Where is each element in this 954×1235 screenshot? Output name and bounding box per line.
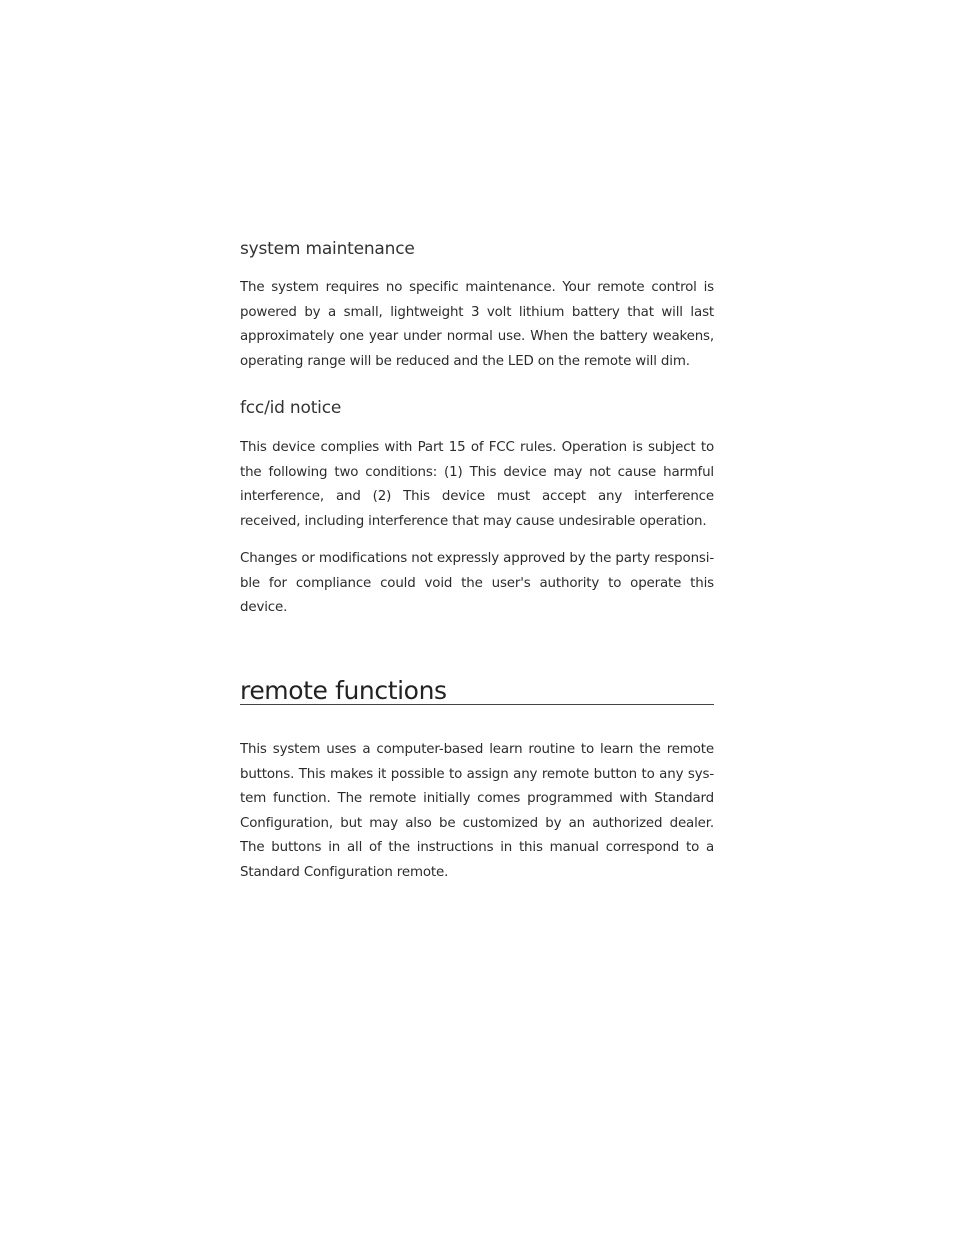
remote-functions-paragraph: This system uses a computer-based learn routine to learn the remote buttons. This makes it possible to assign any remote button to any sys-tem function. The remote initially comes programmed with Standard Configuration, but may also be customized by an authorized dealer. The buttons in all of the instructions in this manual correspond to a Standard Configuration remote. [240,742,714,880]
fcc-notice-paragraph-1: This device complies with Part 15 of FCC rules. Operation is subject to the following two conditions: (1) This device may not cause harmful interference, and (2) This device must accept any interference received, including interference that may cause undesirable operation. [240,440,714,529]
fcc-notice-heading: fcc/id notice [240,398,342,418]
system-maintenance-paragraph: The system requires no specific maintenance. Your remote control is powered by a small, lightweight 3 volt lithium battery that will last approximately one year under normal use. When the battery weakens, operating range will be reduced and the LED on the remote will dim. [240,280,714,369]
remote-functions-heading: remote functions [240,676,447,705]
remote-functions-section-header [240,676,714,705]
system-maintenance-heading: system maintenance [240,239,415,259]
fcc-notice-paragraph-2: Changes or modifications not expressly approved by the party responsi-ble for compliance could void the user's authority to operate this device. [240,551,714,615]
